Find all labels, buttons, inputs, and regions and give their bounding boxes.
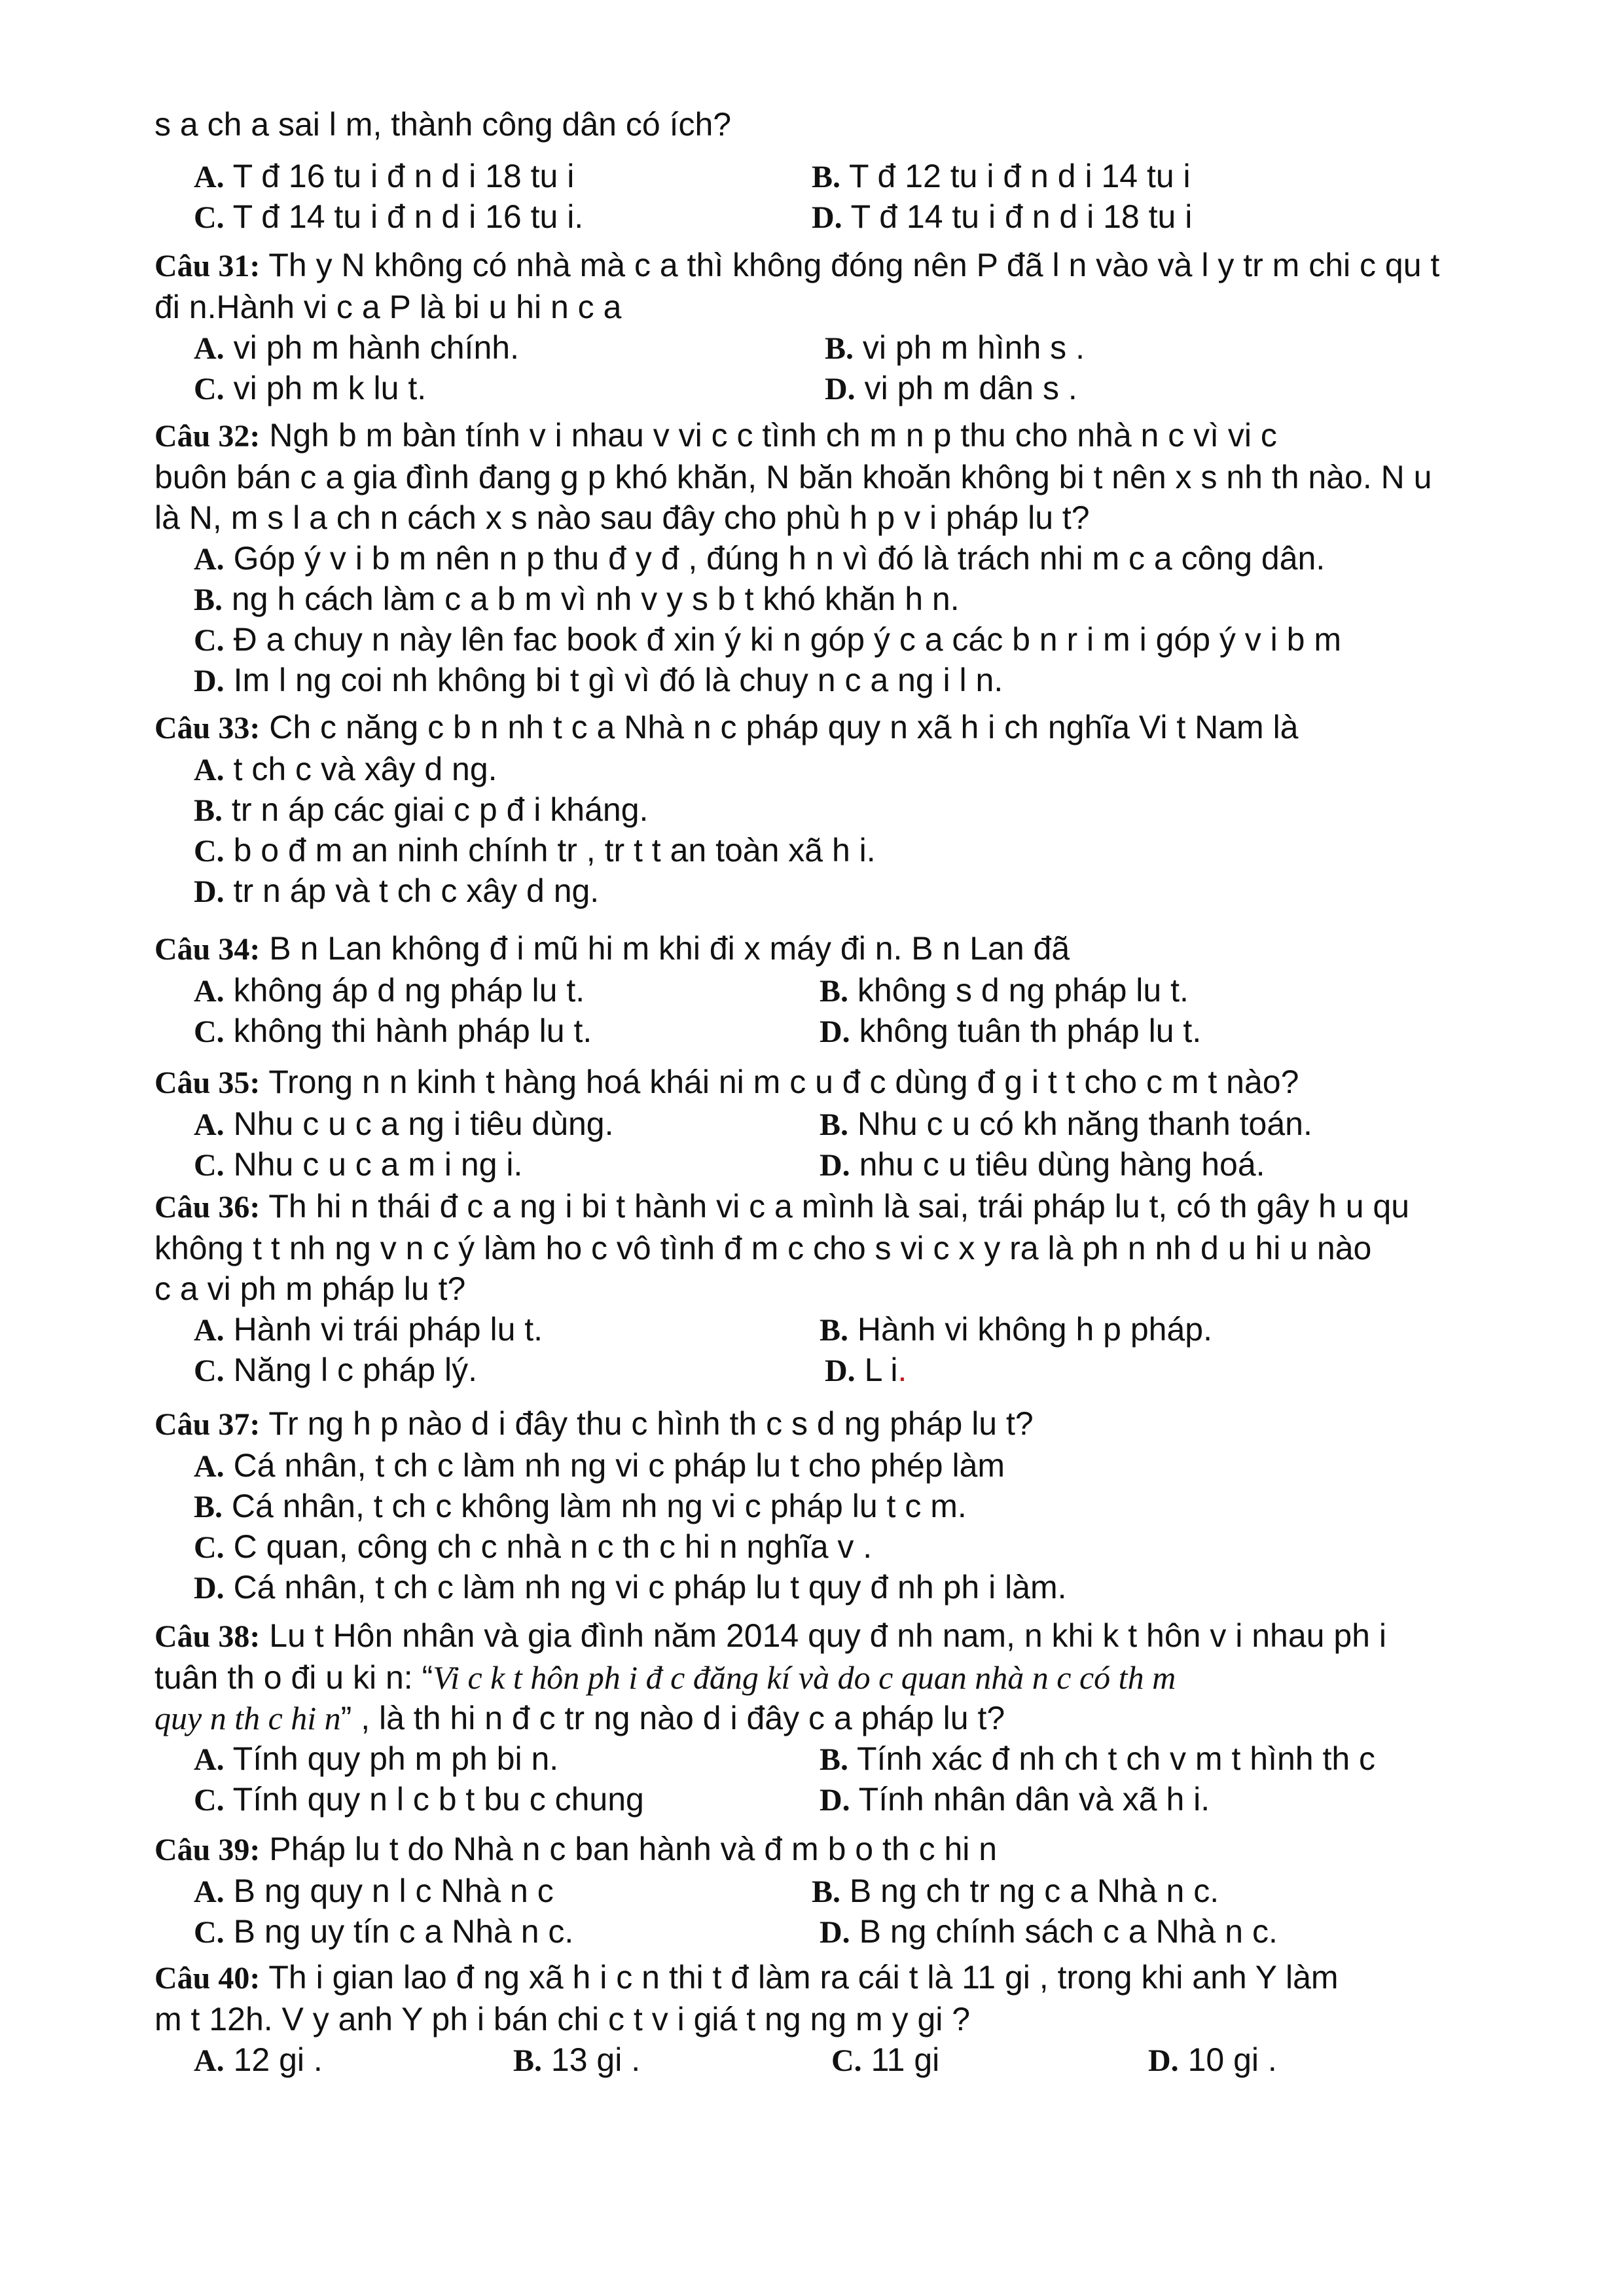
question-number: Câu 35: <box>154 1066 261 1100</box>
option-d <box>194 1567 1067 1609</box>
stem-line <box>154 1657 1516 1698</box>
stem-line: là N, m s l a ch n cách x s nào sau đây cho phù h p v i pháp lu t? <box>154 499 1090 536</box>
option-b <box>812 1871 1219 1912</box>
option-letter: A. <box>194 542 225 577</box>
option-a <box>194 1103 614 1145</box>
option-text: Đ a chuy n này lên fac book đ xin ý ki n góp ý c a các b n r i m i góp ý v i b m <box>233 621 1342 658</box>
stem-line <box>154 1698 1516 1738</box>
option-text: Hành vi trái pháp lu t. <box>233 1311 543 1348</box>
option-letter: D. <box>812 200 842 235</box>
option-d <box>820 1779 1210 1821</box>
option-letter: B. <box>820 1313 849 1348</box>
stem-line: Trong n n kinh t hàng hoá khái ni m c u đ c dùng đ g i t t cho c m t nào? <box>268 1064 1299 1100</box>
option-a <box>194 970 585 1012</box>
option-letter: D. <box>820 1014 850 1049</box>
option-letter: D. <box>820 1783 850 1818</box>
question-number: Câu 38: <box>154 1619 261 1654</box>
option-letter: A. <box>194 1449 225 1484</box>
stem-line: Ch c năng c b n nh t c a Nhà n c pháp quy n xã h i ch nghĩa Vi t Nam là <box>269 709 1299 745</box>
option-letter: A. <box>194 753 225 787</box>
option-b <box>820 970 1189 1012</box>
option-text: Hành vi không h p pháp. <box>857 1311 1212 1348</box>
option-text: B ng quy n l c Nhà n c <box>233 1873 554 1909</box>
option-d <box>825 368 1077 410</box>
option-text: b o đ m an ninh chính tr , tr t t an toàn xã h i. <box>233 832 876 869</box>
option-text: 10 gi . <box>1187 2041 1277 2078</box>
option-d <box>1148 2039 1277 2081</box>
question-continuation: s a ch a sai l m, thành công dân có ích? <box>154 106 732 143</box>
option-letter: B. <box>194 793 223 828</box>
option-letter: B. <box>812 160 841 194</box>
option-c <box>194 1911 573 1953</box>
option-a <box>194 1445 1005 1487</box>
option-text: Cá nhân, t ch c làm nh ng vi c pháp lu t cho phép làm <box>233 1447 1005 1484</box>
option-text: 11 gi <box>871 2041 940 2078</box>
question-31 <box>154 245 1516 408</box>
stem-line: Lu t Hôn nhân và gia đình năm 2014 quy đ nh nam, n khi k t hôn v i nhau ph i <box>269 1617 1386 1654</box>
option-text: vi ph m k lu t. <box>233 370 427 406</box>
option-text: Cá nhân, t ch c không làm nh ng vi c pháp lu t c m. <box>231 1488 967 1524</box>
option-b <box>820 1738 1375 1780</box>
option-a <box>194 327 519 369</box>
option-letter: B. <box>812 1874 841 1909</box>
quoted-law-text: quy n th c hi n <box>154 1700 341 1736</box>
option-text: không tuân th pháp lu t. <box>859 1013 1202 1049</box>
option-letter: C. <box>194 1530 225 1565</box>
question-stem <box>154 245 1516 287</box>
option-text: B ng chính sách c a Nhà n c. <box>859 1913 1278 1950</box>
stem-line: đi n.Hành vi c a P là bi u hi n c a <box>154 289 622 325</box>
option-letter: D. <box>825 1354 856 1388</box>
red-period-mark: . <box>897 1352 907 1388</box>
question-stem <box>154 1403 1516 1445</box>
question-stem <box>154 1615 1516 1657</box>
question-33 <box>154 707 1516 911</box>
option-c <box>831 2039 939 2081</box>
option-letter: C. <box>194 1148 225 1183</box>
stem-line: Pháp lu t do Nhà n c ban hành và đ m b o th c hi n <box>269 1831 998 1867</box>
option-text: không thi hành pháp lu t. <box>233 1013 592 1049</box>
option-text: vi ph m dân s . <box>864 370 1077 406</box>
option-text: C quan, công ch c nhà n c th c hi n nghĩa v . <box>233 1528 873 1565</box>
question-stem <box>154 1829 1516 1871</box>
option-text: Tính quy ph m ph bi n. <box>232 1740 559 1777</box>
option-letter: B. <box>513 2043 543 2078</box>
option-a <box>194 2039 323 2081</box>
question-38 <box>154 1615 1516 1820</box>
option-c <box>194 368 426 410</box>
option-b <box>513 2039 640 2081</box>
option-letter: C. <box>194 1915 225 1950</box>
option-text: không áp d ng pháp lu t. <box>233 972 585 1009</box>
option-text: ng h cách làm c a b m vì nh v y s b t khó khăn h n. <box>231 581 960 617</box>
option-text: Tính quy n l c b t bu c chung <box>232 1781 644 1818</box>
option-letter: C. <box>194 1783 225 1818</box>
stem-line: Th hi n thái đ c a ng i bi t hành vi c a mình là sai, trái pháp lu t, có th gây h u qu <box>268 1188 1410 1225</box>
option-text: Năng l c pháp lý. <box>233 1352 478 1388</box>
option-c <box>194 1144 522 1186</box>
option-a <box>194 749 497 791</box>
option-d <box>820 1011 1201 1052</box>
option-text: T đ 16 tu i đ n d i 18 tu i <box>232 158 575 194</box>
stem-text: tuân th o đi u ki n: “ <box>154 1659 433 1696</box>
question-number: Câu 36: <box>154 1190 261 1225</box>
option-b <box>812 156 1191 198</box>
option-letter: B. <box>820 974 849 1009</box>
option-letter: C. <box>194 200 225 235</box>
option-letter: D. <box>825 372 856 406</box>
option-text: không s d ng pháp lu t. <box>857 972 1189 1009</box>
question-number: Câu 39: <box>154 1833 261 1867</box>
option-text: tr n áp và t ch c xây d ng. <box>233 872 600 909</box>
option-letter: D. <box>194 874 225 909</box>
option-text: Im l ng coi nh không bi t gì vì đó là chuy n c a ng i l n. <box>233 662 1003 698</box>
question-34 <box>154 928 1516 1051</box>
option-b <box>194 789 648 831</box>
option-letter: A. <box>194 1107 225 1142</box>
option-letter: A. <box>194 974 225 1009</box>
option-letter: B. <box>820 1107 849 1142</box>
option-d <box>820 1911 1278 1953</box>
question-number: Câu 37: <box>154 1407 261 1442</box>
stem-line: c a vi ph m pháp lu t? <box>154 1270 466 1307</box>
option-letter: A. <box>194 1742 225 1777</box>
option-letter: A. <box>194 1874 225 1909</box>
option-text: B ng uy tín c a Nhà n c. <box>233 1913 574 1950</box>
stem-line: Th y N không có nhà mà c a thì không đóng nên P đã l n vào và l y tr m chi c qu t <box>268 247 1440 283</box>
option-b <box>194 1486 967 1528</box>
question-number: Câu 33: <box>154 711 261 745</box>
option-a <box>194 1871 554 1912</box>
question-stem <box>154 1957 1516 1999</box>
option-c <box>194 196 583 238</box>
option-letter: B. <box>825 331 854 366</box>
question-40 <box>154 1957 1516 2080</box>
option-c <box>194 1526 872 1568</box>
option-b <box>194 579 960 620</box>
question-39 <box>154 1829 1516 1952</box>
option-a <box>194 1738 558 1780</box>
option-text: T đ 12 tu i đ n d i 14 tu i <box>849 158 1191 194</box>
option-letter: C. <box>831 2043 862 2078</box>
option-text: Tính nhân dân và xã h i. <box>858 1781 1210 1818</box>
option-text: Nhu c u c a ng i tiêu dùng. <box>233 1105 614 1142</box>
option-letter: D. <box>1148 2043 1179 2078</box>
option-text: Góp ý v i b m nên n p thu đ y đ , đúng h n vì đó là trách nhi m c a công dân. <box>233 540 1326 577</box>
option-b <box>825 327 1085 369</box>
option-d <box>194 870 599 912</box>
option-letter: B. <box>194 1490 223 1524</box>
stem-line: buôn bán c a gia đình đang g p khó khăn, N băn khoăn không bi t nên x s nh th nào. N u <box>154 459 1432 495</box>
option-d <box>820 1144 1265 1186</box>
question-30-options <box>154 156 1516 237</box>
option-c <box>194 1011 592 1052</box>
question-stem <box>154 415 1516 457</box>
question-stem <box>154 1186 1516 1228</box>
stem-line: Ngh b m bàn tính v i nhau v vi c c tình ch m n p thu cho nhà n c vì vi c <box>269 417 1277 454</box>
option-b <box>820 1309 1212 1351</box>
option-letter: D. <box>820 1915 850 1950</box>
option-text: 13 gi . <box>550 2041 641 2078</box>
question-stem <box>154 928 1516 970</box>
option-letter: D. <box>194 664 225 698</box>
option-letter: B. <box>820 1742 849 1777</box>
option-letter: D. <box>194 1571 225 1605</box>
option-text: Nhu c u có kh năng thanh toán. <box>857 1105 1312 1142</box>
option-a <box>194 1309 543 1351</box>
option-d <box>194 660 1003 702</box>
question-stem <box>154 707 1516 749</box>
question-number: Câu 31: <box>154 249 261 283</box>
option-text: Cá nhân, t ch c làm nh ng vi c pháp lu t quy đ nh ph i làm. <box>233 1569 1067 1605</box>
option-text: T đ 14 tu i đ n d i 18 tu i <box>850 198 1193 235</box>
question-32 <box>154 415 1516 700</box>
stem-line: Th i gian lao đ ng xã h i c n thi t đ làm ra cái t là 11 gi , trong khi anh Y làm <box>268 1959 1339 1996</box>
stem-line: không t t nh ng v n c ý làm ho c vô tình đ m c cho s vi c x y ra là ph n nh d u hi u nào <box>154 1230 1372 1266</box>
question-number: Câu 32: <box>154 419 261 454</box>
option-text: B ng ch tr ng c a Nhà n c. <box>849 1873 1219 1909</box>
question-37 <box>154 1403 1516 1607</box>
option-letter: B. <box>194 583 223 617</box>
question-number: Câu 34: <box>154 932 261 967</box>
option-text: tr n áp các giai c p đ i kháng. <box>231 791 649 828</box>
option-text: 12 gi . <box>233 2041 323 2078</box>
option-text: vi ph m hành chính. <box>233 329 519 366</box>
option-d <box>812 196 1192 238</box>
option-a <box>194 156 574 198</box>
option-letter: C. <box>194 834 225 869</box>
option-letter: A. <box>194 160 225 194</box>
option-text: Tính xác đ nh ch t ch v m t hình th c <box>857 1740 1376 1777</box>
option-letter: C. <box>194 1014 225 1049</box>
option-c <box>194 1779 644 1821</box>
option-letter: C. <box>194 372 225 406</box>
option-letter: A. <box>194 1313 225 1348</box>
option-text: vi ph m hình s . <box>862 329 1085 366</box>
option-text: Nhu c u c a m i ng i. <box>233 1146 523 1183</box>
option-text: T đ 14 tu i đ n d i 16 tu i. <box>232 198 584 235</box>
quoted-law-text: Vi c k t hôn ph i đ c đăng kí và do c quan nhà n c có th m <box>433 1659 1176 1696</box>
option-text: L i <box>864 1352 898 1388</box>
question-stem <box>154 1062 1516 1103</box>
stem-text: ” , là th hi n đ c tr ng nào d i đây c a pháp lu t? <box>340 1700 1005 1736</box>
option-letter: A. <box>194 331 225 366</box>
question-36 <box>154 1186 1516 1390</box>
option-a <box>194 538 1325 580</box>
option-text: nhu c u tiêu dùng hàng hoá. <box>859 1146 1265 1183</box>
stem-line: m t 12h. V y anh Y ph i bán chi c t v i giá t ng ng m y gi ? <box>154 2001 971 2037</box>
option-letter: C. <box>194 1354 225 1388</box>
option-letter: D. <box>820 1148 850 1183</box>
option-b <box>820 1103 1312 1145</box>
question-number: Câu 40: <box>154 1961 261 1996</box>
option-letter: A. <box>194 2043 225 2078</box>
option-text: t ch c và xây d ng. <box>233 751 497 787</box>
option-c <box>194 619 1341 661</box>
option-c <box>194 1350 477 1391</box>
stem-line: Tr ng h p nào d i đây thu c hình th c s d ng pháp lu t? <box>268 1405 1034 1442</box>
option-letter: C. <box>194 623 225 658</box>
option-c <box>194 830 876 872</box>
question-35 <box>154 1062 1516 1185</box>
stem-line: B n Lan không đ i mũ hi m khi đi x máy đi n. B n Lan đã <box>269 930 1070 967</box>
option-d <box>825 1350 907 1391</box>
